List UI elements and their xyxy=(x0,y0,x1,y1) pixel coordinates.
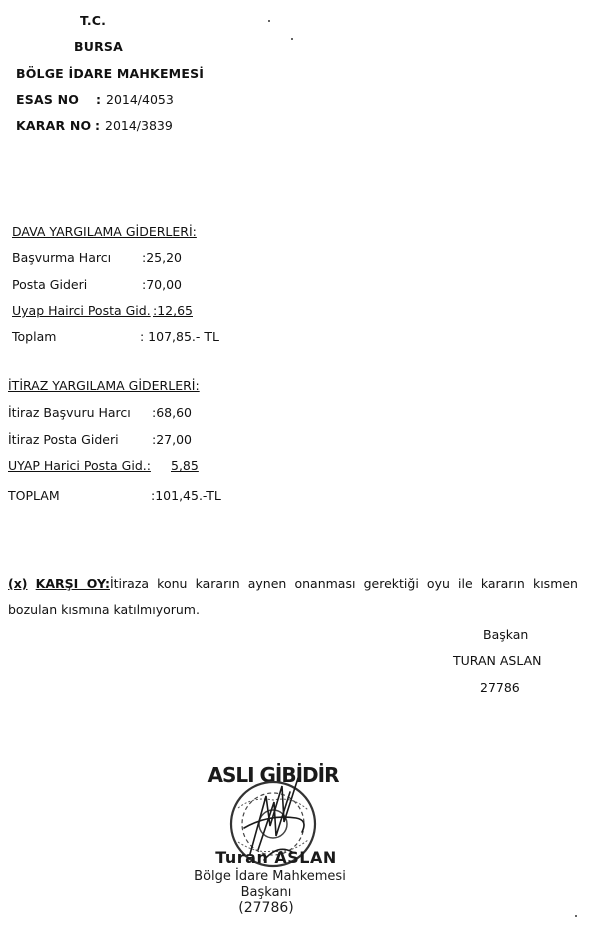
dava-total-label: Toplam xyxy=(12,329,57,344)
dava-total-value: : 107,85.- TL xyxy=(140,329,219,344)
karar-label: KARAR NO xyxy=(16,118,92,133)
scan-speck xyxy=(291,38,293,40)
header-city: BURSA xyxy=(74,39,123,54)
dava-item-value: :12,65 xyxy=(153,303,193,318)
scan-speck xyxy=(575,915,577,917)
scan-speck xyxy=(268,20,270,22)
dava-item-label: Uyap Hairci Posta Gid. xyxy=(12,303,151,318)
dissent-text: İtiraza konu kararın aynen onanması gerektiği oyu ile kararın kısmen bozulan kısmına katılmıyorum. xyxy=(8,576,578,617)
esas-value: 2014/4053 xyxy=(106,92,174,107)
dissent-label: KARŞI OY: xyxy=(35,576,110,591)
dava-item xyxy=(12,303,232,319)
esas-row xyxy=(16,92,174,107)
stamp-number: (27786) xyxy=(238,900,294,916)
dava-item-label: Başvurma Harcı xyxy=(12,250,112,265)
official-stamp xyxy=(178,756,368,916)
itiraz-item-label: UYAP Harici Posta Gid.: xyxy=(8,458,151,473)
itiraz-total xyxy=(8,488,248,504)
itiraz-item xyxy=(8,458,228,474)
dava-item xyxy=(12,277,232,293)
esas-label: ESAS NO xyxy=(16,92,80,107)
dava-total xyxy=(12,329,252,345)
signature-number: 27786 xyxy=(480,680,520,695)
header-court: BÖLGE İDARE MAHKEMESİ xyxy=(16,66,205,81)
karar-row xyxy=(16,118,173,133)
signature-name: TURAN ASLAN xyxy=(453,653,542,668)
dava-item-label: Posta Gideri xyxy=(12,277,88,292)
signature-title: Başkan xyxy=(483,627,529,642)
karar-separator: : xyxy=(95,118,101,133)
dava-item xyxy=(12,250,232,266)
stamp-org: Bölge İdare Mahkemesi xyxy=(194,869,346,884)
itiraz-item-value: :27,00 xyxy=(152,432,192,447)
itiraz-item-label: İtiraz Başvuru Harcı xyxy=(8,405,131,420)
itiraz-item-label: İtiraz Posta Gideri xyxy=(8,432,119,447)
dava-section-title: DAVA YARGILAMA GİDERLERİ: xyxy=(12,224,197,239)
itiraz-item-value: :68,60 xyxy=(152,405,192,420)
itiraz-total-label: TOPLAM xyxy=(8,488,60,503)
itiraz-item-value: 5,85 xyxy=(171,458,199,473)
esas-separator: : xyxy=(96,92,102,107)
karar-value: 2014/3839 xyxy=(105,118,173,133)
itiraz-item xyxy=(8,405,228,421)
dava-item-value: :70,00 xyxy=(142,277,182,292)
dissent-marker: (x) xyxy=(8,576,28,591)
itiraz-total-value: :101,45.-TL xyxy=(151,488,221,503)
itiraz-section-title: İTİRAZ YARGILAMA GİDERLERİ: xyxy=(8,378,200,393)
header-tc: T.C. xyxy=(80,13,107,28)
dava-item-value: :25,20 xyxy=(142,250,182,265)
itiraz-item xyxy=(8,432,228,448)
dissent-paragraph xyxy=(8,571,578,623)
stamp-top-text: ASLI GİBİDİR xyxy=(207,763,339,787)
stamp-name: Turan ASLAN xyxy=(215,848,337,867)
stamp-title: Başkanı xyxy=(240,885,292,900)
